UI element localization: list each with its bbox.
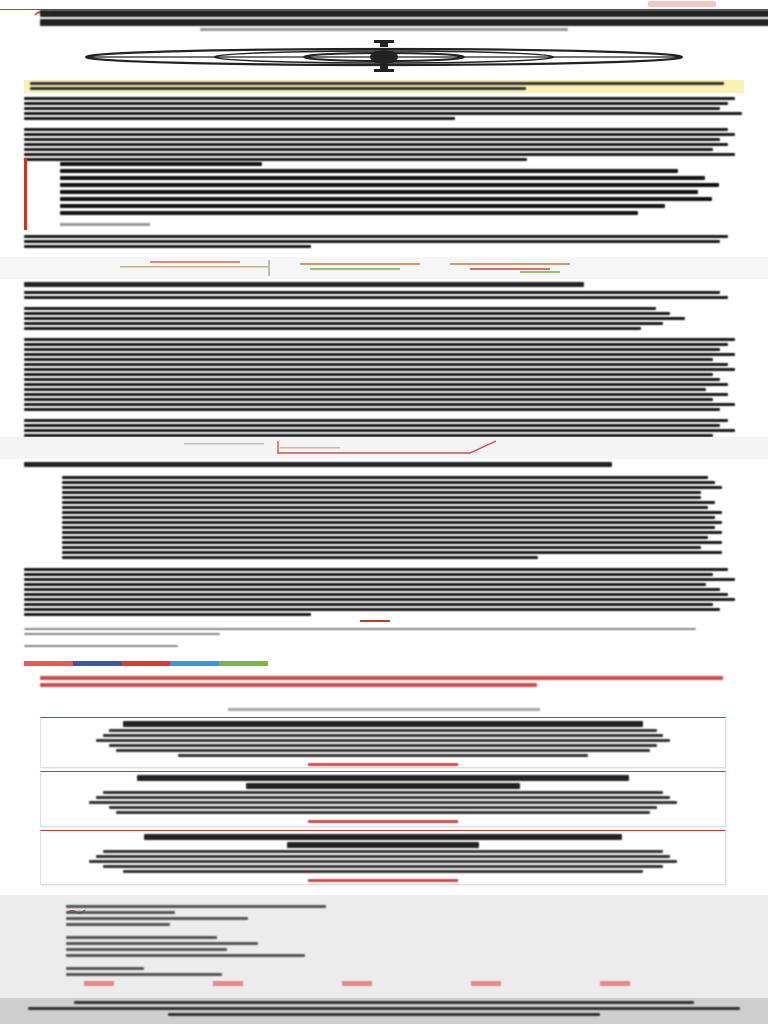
- copyright-text: [24, 1001, 744, 1019]
- text-line: [96, 739, 671, 742]
- text-line: [40, 19, 768, 26]
- text-line: [62, 551, 722, 554]
- footer-links-text: [66, 905, 326, 979]
- text-line: [24, 429, 735, 432]
- text-line: [24, 338, 735, 341]
- text-line: [62, 516, 715, 519]
- footer-logo[interactable]: [66, 899, 86, 904]
- text-line: [144, 834, 623, 840]
- text-line: [62, 536, 708, 539]
- text-line: [62, 556, 538, 559]
- top-bar: [0, 0, 768, 10]
- text-line: [24, 353, 735, 356]
- text-line: [116, 811, 650, 814]
- text-line: [24, 117, 455, 120]
- copyright-bar: [0, 998, 768, 1024]
- text-line: [24, 628, 696, 630]
- text-line: [62, 521, 722, 524]
- share-button-3[interactable]: [122, 661, 171, 666]
- site-footer: [0, 895, 768, 998]
- list-item: [62, 476, 742, 501]
- social-icon[interactable]: [342, 981, 372, 986]
- text-line: [24, 245, 311, 248]
- card-read-more[interactable]: [308, 879, 458, 882]
- text-line: [62, 511, 722, 514]
- text-line: [178, 754, 588, 757]
- text-line: [24, 153, 735, 156]
- share-button-2[interactable]: [73, 661, 122, 666]
- body-paragraph-1: [24, 235, 742, 250]
- section-heading-2-text: [24, 462, 724, 469]
- text-line: [287, 842, 479, 848]
- text-line: [109, 729, 656, 732]
- text-line: [24, 462, 612, 467]
- text-line: [62, 476, 708, 479]
- card-title: [41, 721, 725, 729]
- body-text-1: [24, 235, 742, 250]
- text-line: [24, 378, 720, 381]
- text-line: [60, 162, 262, 166]
- text-line: [62, 496, 701, 499]
- text-line: [24, 578, 735, 581]
- highlighted-callout: [24, 80, 744, 93]
- social-icon[interactable]: [471, 981, 501, 986]
- text-line: [62, 531, 722, 534]
- text-line: [40, 10, 768, 17]
- text-line: [24, 373, 713, 376]
- related-article-link[interactable]: [40, 676, 730, 690]
- social-icon[interactable]: [600, 981, 630, 986]
- text-line: [62, 506, 708, 509]
- text-line: [24, 408, 720, 411]
- text-line: [24, 291, 720, 294]
- text-line: [24, 633, 220, 635]
- list-item: [62, 501, 742, 526]
- text-line: [62, 541, 722, 544]
- text-line: [24, 102, 728, 105]
- text-line: [24, 317, 685, 320]
- text-line: [24, 363, 728, 366]
- callout-text: [24, 80, 744, 94]
- text-line: [24, 343, 728, 346]
- text-line: [89, 801, 677, 804]
- text-line: [24, 368, 735, 371]
- text-line: [62, 546, 701, 549]
- text-line: [74, 1001, 693, 1004]
- text-line: [24, 143, 728, 146]
- text-line: [24, 383, 728, 386]
- text-line: [24, 296, 728, 299]
- text-line: [24, 348, 720, 351]
- list-item: [62, 526, 742, 561]
- social-icon[interactable]: [84, 981, 114, 986]
- text-line: [24, 107, 720, 110]
- card-read-more[interactable]: [308, 820, 458, 823]
- text-line: [66, 905, 326, 908]
- pull-quote: [24, 158, 734, 230]
- share-button-5[interactable]: [219, 661, 268, 666]
- text-line: [24, 322, 663, 325]
- text-line: [24, 424, 720, 427]
- text-line: [62, 526, 715, 529]
- card-title: [41, 775, 725, 791]
- article-byline: [200, 28, 568, 31]
- section-divider: [0, 257, 768, 279]
- text-line: [103, 865, 664, 868]
- text-line: [24, 138, 720, 141]
- footer-links[interactable]: [66, 905, 326, 979]
- text-line: [24, 97, 735, 100]
- text-line: [24, 148, 713, 151]
- conclusion-text: [24, 568, 742, 618]
- section-heading-1-text: [24, 282, 724, 289]
- numbered-list: [62, 476, 742, 561]
- text-line: [168, 1013, 600, 1016]
- text-line: [30, 87, 526, 90]
- text-line: [60, 169, 678, 173]
- text-line: [24, 598, 735, 601]
- card-excerpt: [41, 850, 725, 875]
- card-excerpt: [41, 729, 725, 759]
- text-line: [24, 133, 735, 136]
- text-line: [123, 870, 643, 873]
- text-line: [62, 481, 715, 484]
- text-line: [24, 419, 728, 422]
- text-line: [24, 235, 728, 238]
- text-line: [62, 501, 715, 504]
- text-line: [24, 588, 720, 591]
- text-line: [137, 775, 629, 781]
- article-meta: [24, 628, 724, 650]
- text-line: [66, 923, 170, 926]
- text-line: [66, 917, 248, 920]
- related-link-text: [40, 676, 730, 690]
- quote-citation: [60, 223, 150, 226]
- text-line: [24, 240, 720, 243]
- text-line: [28, 1007, 741, 1010]
- text-line: [24, 403, 735, 406]
- text-line: [66, 936, 217, 939]
- text-line: [24, 307, 656, 310]
- text-line: [96, 796, 671, 799]
- text-line: [24, 393, 728, 396]
- text-line: [40, 676, 723, 680]
- text-line: [24, 573, 713, 576]
- text-line: [24, 327, 641, 330]
- inline-figure: [0, 437, 768, 459]
- social-icon[interactable]: [213, 981, 243, 986]
- share-button-4[interactable]: [170, 661, 219, 666]
- text-line: [103, 734, 664, 737]
- section-1-paragraph: [24, 291, 742, 449]
- text-line: [24, 128, 728, 131]
- text-line: [103, 850, 664, 853]
- text-line: [24, 613, 311, 616]
- article-meta-text: [24, 628, 724, 650]
- card-read-more[interactable]: [308, 763, 458, 766]
- conclusion-paragraph: [24, 568, 742, 618]
- text-line: [123, 721, 643, 727]
- text-line: [24, 282, 584, 287]
- suggested-card[interactable]: [40, 717, 726, 768]
- article-title: [40, 10, 730, 28]
- intro-text: [24, 97, 742, 163]
- text-line: [30, 82, 724, 85]
- text-line: [66, 911, 175, 914]
- text-line: [60, 176, 705, 180]
- text-line: [24, 358, 713, 361]
- section-1-text: [24, 291, 742, 449]
- text-line: [24, 645, 178, 647]
- card-excerpt: [41, 791, 725, 816]
- text-line: [24, 398, 713, 401]
- quote-text: [60, 162, 732, 218]
- text-line: [109, 806, 656, 809]
- article-title-text: [40, 10, 730, 28]
- section-heading-2: [24, 462, 724, 469]
- quote-accent-bar: [24, 158, 27, 230]
- text-line: [24, 112, 742, 115]
- text-line: [62, 486, 722, 489]
- text-line: [66, 948, 227, 951]
- text-line: [66, 942, 258, 945]
- text-line: [246, 783, 520, 789]
- text-line: [24, 583, 706, 586]
- intro-paragraph: [24, 97, 742, 163]
- text-line: [66, 954, 305, 957]
- hero-illustration: [84, 40, 684, 74]
- text-line: [89, 860, 677, 863]
- text-line: [24, 603, 713, 606]
- share-bar: [24, 661, 268, 666]
- search-input[interactable]: [648, 1, 716, 7]
- text-line: [24, 568, 728, 571]
- text-line: [116, 749, 650, 752]
- text-line: [62, 491, 701, 494]
- footnote-divider: [360, 620, 390, 622]
- text-line: [66, 973, 222, 976]
- text-line: [24, 312, 670, 315]
- suggested-heading: [228, 708, 540, 711]
- suggested-card[interactable]: [40, 771, 726, 827]
- text-line: [24, 388, 706, 391]
- text-line: [24, 593, 728, 596]
- site-logo[interactable]: [34, 1, 56, 7]
- card-title: [41, 834, 725, 850]
- share-button-1[interactable]: [24, 661, 73, 666]
- text-line: [103, 791, 664, 794]
- text-line: [60, 197, 712, 201]
- text-line: [60, 183, 719, 187]
- text-line: [96, 855, 671, 858]
- text-line: [60, 190, 698, 194]
- text-line: [109, 744, 656, 747]
- section-heading-1: [24, 282, 724, 289]
- text-line: [66, 967, 144, 970]
- text-line: [60, 211, 638, 215]
- text-line: [24, 608, 720, 611]
- text-line: [60, 204, 665, 208]
- text-line: [40, 683, 537, 687]
- suggested-card[interactable]: [40, 830, 726, 885]
